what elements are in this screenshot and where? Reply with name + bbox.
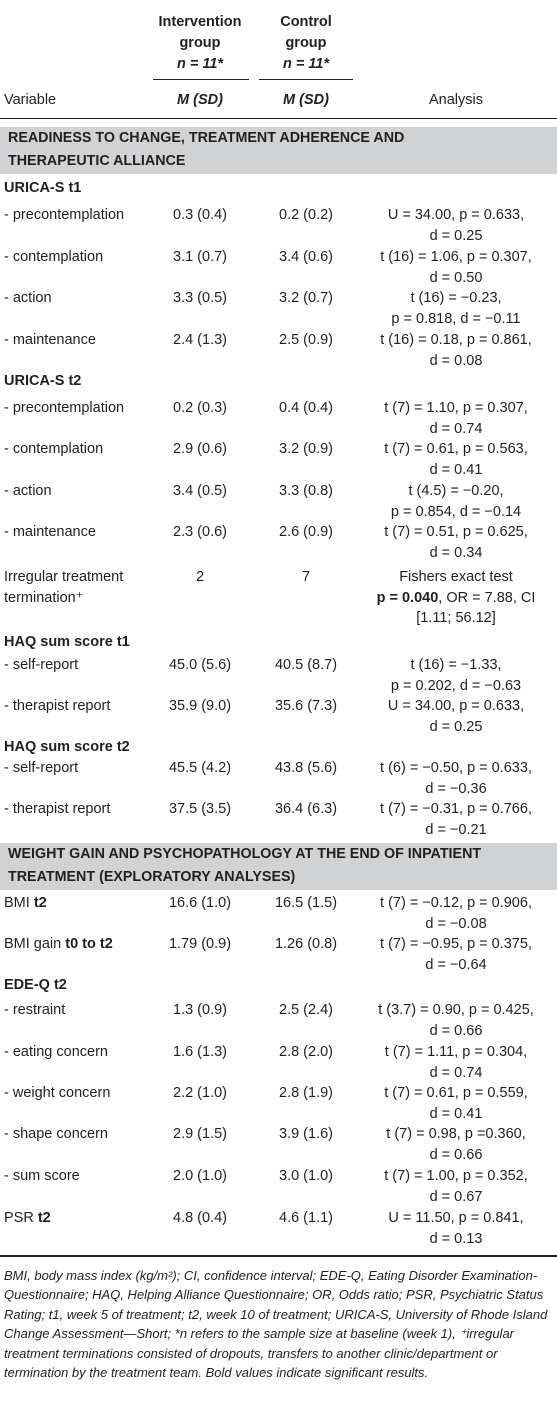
row-analysis bbox=[356, 696, 556, 737]
row-control: 43.8 (5.6) bbox=[274, 760, 338, 776]
analysis-line: U = 11.50, p = 0.841, bbox=[388, 1210, 524, 1226]
row-variable: - maintenance bbox=[4, 524, 96, 540]
variable-line: Irregular treatment bbox=[4, 569, 124, 585]
row-analysis bbox=[356, 398, 556, 439]
row-analysis bbox=[356, 1000, 556, 1041]
analysis-line: t (6) = −0.50, p = 0.633, bbox=[380, 760, 532, 776]
analysis-line: t (7) = −0.95, p = 0.375, bbox=[380, 936, 532, 952]
row-control: 3.0 (1.0) bbox=[279, 1168, 333, 1184]
analysis-line: d = 0.50 bbox=[429, 269, 483, 286]
row-control: 3.2 (0.9) bbox=[279, 441, 333, 457]
analysis-line bbox=[356, 588, 556, 609]
row-variable: - contemplation bbox=[4, 249, 104, 265]
analysis-line: d = 0.67 bbox=[429, 1188, 483, 1205]
variable-time: t2 bbox=[37, 1210, 51, 1226]
analysis-line: p = 0.202, d = −0.63 bbox=[390, 677, 522, 694]
intervention-n: n = 11* bbox=[176, 56, 224, 72]
row-variable: - therapist report bbox=[4, 801, 111, 817]
analysis-line: t (7) = 0.61, p = 0.563, bbox=[384, 441, 528, 457]
row-analysis bbox=[356, 439, 556, 480]
row-control: 3.3 (0.8) bbox=[279, 483, 333, 499]
analysis-rest: , OR = 7.88, CI bbox=[438, 589, 536, 606]
row-control: 16.5 (1.5) bbox=[274, 895, 338, 911]
row-analysis bbox=[356, 934, 556, 975]
variable-time: t2 bbox=[33, 895, 47, 911]
intervention-header bbox=[150, 12, 250, 75]
row-analysis bbox=[356, 1208, 556, 1249]
analysis-line: d = 0.41 bbox=[429, 461, 483, 478]
row-intervention: 0.2 (0.3) bbox=[173, 400, 227, 416]
row-intervention: 3.3 (0.5) bbox=[173, 290, 227, 306]
group-label: URICA-S t2 bbox=[4, 373, 82, 389]
row-control: 2.8 (1.9) bbox=[279, 1085, 333, 1101]
variable-text: PSR bbox=[4, 1210, 38, 1226]
row-intervention: 0.3 (0.4) bbox=[173, 207, 227, 223]
row-intervention: 35.9 (9.0) bbox=[168, 698, 232, 714]
row-control: 35.6 (7.3) bbox=[274, 698, 338, 714]
intervention-underline bbox=[153, 79, 249, 80]
row-variable: - sum score bbox=[4, 1168, 80, 1184]
row-control: 3.2 (0.7) bbox=[279, 290, 333, 306]
table-bottom-rule bbox=[0, 1255, 557, 1257]
row-variable: - weight concern bbox=[4, 1085, 111, 1101]
section-readiness-line2: THERAPEUTIC ALLIANCE bbox=[8, 152, 186, 169]
row-intervention: 1.6 (1.3) bbox=[173, 1044, 227, 1060]
row-variable bbox=[4, 1208, 162, 1229]
section-weight-gain bbox=[0, 843, 557, 890]
row-analysis bbox=[356, 205, 556, 246]
row-variable bbox=[4, 567, 162, 608]
variable-text: BMI bbox=[4, 895, 34, 911]
analysis-line: t (16) = −1.33, bbox=[410, 657, 502, 673]
row-variable: - action bbox=[4, 290, 52, 306]
row-control: 2.5 (0.9) bbox=[279, 332, 333, 348]
row-control: 7 bbox=[301, 569, 311, 585]
analysis-line: p = 0.854, d = −0.14 bbox=[390, 503, 522, 520]
table-footnote: BMI, body mass index (kg/m²); CI, confidence interval; EDE-Q, Eating Disorder Examination-Questionnaire; HAQ, Helping Alliance Questionnaire; OR, Odds ratio; PSR, Psychiatric Status Rating; t1, week 5 of treatment; t2, week 10 of treatment; URICA-S, University of Rhode Island Change Assessment—Short; *n refers to the sample size at baseline (week 1), ⁺irregular treatment terminations consisted of dropouts, transfers to another clinic/department or termination by the treatment team. Bold values indicate significant results. bbox=[4, 1268, 548, 1381]
control-n: n = 11* bbox=[282, 56, 330, 72]
row-variable: - action bbox=[4, 483, 52, 499]
section-readiness-line1: READINESS TO CHANGE, TREATMENT ADHERENCE AND bbox=[8, 130, 405, 146]
row-analysis bbox=[356, 288, 556, 329]
section-weight-gain-line2: TREATMENT (EXPLORATORY ANALYSES) bbox=[8, 868, 296, 885]
row-variable: - maintenance bbox=[4, 332, 96, 348]
analysis-line: d = 0.74 bbox=[429, 1064, 483, 1081]
row-intervention: 2.2 (1.0) bbox=[173, 1085, 227, 1101]
row-intervention: 1.3 (0.9) bbox=[173, 1002, 227, 1018]
group-label: EDE-Q t2 bbox=[4, 977, 67, 993]
variable-time: t0 to t2 bbox=[65, 936, 113, 952]
row-analysis bbox=[356, 799, 556, 840]
row-variable bbox=[4, 934, 162, 955]
control-header bbox=[256, 12, 356, 75]
row-variable: - contemplation bbox=[4, 441, 104, 457]
header-rule bbox=[0, 118, 557, 119]
analysis-line: p = 0.818, d = −0.11 bbox=[391, 310, 521, 327]
row-intervention: 3.4 (0.5) bbox=[173, 483, 227, 499]
row-intervention: 16.6 (1.0) bbox=[168, 895, 232, 911]
row-intervention: 2.9 (1.5) bbox=[173, 1126, 227, 1142]
row-intervention: 2.4 (1.3) bbox=[173, 332, 227, 348]
analysis-line: t (16) = 1.06, p = 0.307, bbox=[380, 249, 532, 265]
row-analysis bbox=[356, 758, 556, 799]
row-variable bbox=[4, 893, 162, 914]
analysis-line: U = 34.00, p = 0.633, bbox=[387, 698, 525, 714]
analysis-line: Fishers exact test bbox=[399, 569, 513, 585]
variable-header: Variable bbox=[4, 92, 57, 108]
significant-p-value: p = 0.040 bbox=[376, 589, 439, 606]
analysis-header: Analysis bbox=[429, 92, 483, 108]
group-label: HAQ sum score t2 bbox=[4, 739, 130, 755]
analysis-line: d = 0.13 bbox=[429, 1230, 483, 1247]
intervention-line1: Intervention bbox=[158, 14, 242, 30]
analysis-line: d = 0.66 bbox=[429, 1146, 483, 1163]
analysis-line: t (7) = 1.00, p = 0.352, bbox=[384, 1168, 528, 1184]
analysis-line: t (7) = 1.10, p = 0.307, bbox=[384, 400, 528, 416]
row-control: 3.9 (1.6) bbox=[279, 1126, 333, 1142]
row-variable: - eating concern bbox=[4, 1044, 108, 1060]
row-analysis bbox=[356, 247, 556, 288]
variable-text: BMI gain bbox=[4, 936, 66, 952]
analysis-line: d = 0.74 bbox=[429, 420, 483, 437]
analysis-line: [1.11; 56.12] bbox=[416, 610, 496, 626]
row-intervention: 2.9 (0.6) bbox=[173, 441, 227, 457]
group-label: HAQ sum score t1 bbox=[4, 634, 130, 650]
row-control: 36.4 (6.3) bbox=[274, 801, 338, 817]
row-variable: - self-report bbox=[4, 760, 79, 776]
row-control: 1.26 (0.8) bbox=[274, 936, 338, 952]
row-variable: - self-report bbox=[4, 657, 79, 673]
msd-header-intervention: M (SD) bbox=[177, 92, 223, 108]
row-analysis bbox=[356, 655, 556, 696]
row-control: 3.4 (0.6) bbox=[279, 249, 333, 265]
row-control: 0.4 (0.4) bbox=[279, 400, 333, 416]
row-analysis bbox=[356, 1124, 556, 1165]
row-intervention: 1.79 (0.9) bbox=[168, 936, 232, 952]
analysis-line: t (3.7) = 0.90, p = 0.425, bbox=[378, 1002, 534, 1018]
group-label: URICA-S t1 bbox=[4, 180, 82, 196]
row-analysis bbox=[356, 481, 556, 522]
row-intervention: 45.0 (5.6) bbox=[168, 657, 232, 673]
row-intervention: 45.5 (4.2) bbox=[168, 760, 232, 776]
row-analysis bbox=[356, 522, 556, 563]
row-control: 2.6 (0.9) bbox=[279, 524, 333, 540]
analysis-line: d = −0.36 bbox=[425, 780, 487, 797]
row-variable: - therapist report bbox=[4, 698, 111, 714]
analysis-line: t (7) = 0.98, p =0.360, bbox=[386, 1126, 526, 1142]
analysis-line: d = 0.25 bbox=[429, 718, 483, 735]
analysis-line: t (16) = 0.18, p = 0.861, bbox=[380, 332, 532, 348]
analysis-line: d = 0.34 bbox=[429, 544, 483, 561]
row-control: 2.5 (2.4) bbox=[279, 1002, 333, 1018]
row-intervention: 2.3 (0.6) bbox=[173, 524, 227, 540]
analysis-line: d = 0.08 bbox=[429, 352, 483, 369]
row-variable: - restraint bbox=[4, 1002, 66, 1018]
analysis-line: d = 0.41 bbox=[429, 1105, 483, 1122]
analysis-line: t (7) = −0.31, p = 0.766, bbox=[380, 801, 532, 817]
row-intervention: 37.5 (3.5) bbox=[168, 801, 232, 817]
row-intervention: 2.0 (1.0) bbox=[173, 1168, 227, 1184]
row-variable: - shape concern bbox=[4, 1126, 108, 1142]
row-control: 2.8 (2.0) bbox=[279, 1044, 333, 1060]
analysis-line: t (7) = 0.61, p = 0.559, bbox=[384, 1085, 528, 1101]
analysis-line: d = 0.25 bbox=[429, 227, 483, 244]
analysis-line: t (4.5) = −0.20, bbox=[408, 483, 504, 499]
variable-line: termination⁺ bbox=[4, 589, 84, 606]
analysis-line: U = 34.00, p = 0.633, bbox=[387, 207, 525, 223]
intervention-line2: group bbox=[179, 35, 221, 51]
row-analysis bbox=[356, 567, 556, 629]
row-intervention: 2 bbox=[195, 569, 205, 585]
analysis-line: d = −0.21 bbox=[425, 821, 487, 838]
row-control: 0.2 (0.2) bbox=[279, 207, 333, 223]
row-intervention: 4.8 (0.4) bbox=[173, 1210, 227, 1226]
section-readiness bbox=[0, 127, 557, 174]
row-analysis bbox=[356, 1166, 556, 1207]
row-variable: - precontemplation bbox=[4, 207, 125, 223]
row-variable: - precontemplation bbox=[4, 400, 125, 416]
msd-header-control: M (SD) bbox=[283, 92, 329, 108]
row-control: 40.5 (8.7) bbox=[274, 657, 338, 673]
analysis-line: t (16) = −0.23, bbox=[410, 290, 502, 306]
control-line2: group bbox=[285, 35, 327, 51]
analysis-line: t (7) = 0.51, p = 0.625, bbox=[384, 524, 528, 540]
analysis-line: d = −0.08 bbox=[425, 915, 487, 932]
row-analysis bbox=[356, 1083, 556, 1124]
analysis-line: d = 0.66 bbox=[429, 1022, 483, 1039]
section-weight-gain-line1: WEIGHT GAIN AND PSYCHOPATHOLOGY AT THE END OF INPATIENT bbox=[8, 846, 482, 862]
analysis-line: t (7) = 1.11, p = 0.304, bbox=[384, 1044, 528, 1060]
row-control: 4.6 (1.1) bbox=[279, 1210, 333, 1226]
control-underline bbox=[259, 79, 353, 80]
row-analysis bbox=[356, 330, 556, 371]
analysis-line: d = −0.64 bbox=[425, 956, 487, 973]
analysis-line: t (7) = −0.12, p = 0.906, bbox=[380, 895, 532, 911]
row-analysis bbox=[356, 893, 556, 934]
row-analysis bbox=[356, 1042, 556, 1083]
row-intervention: 3.1 (0.7) bbox=[173, 249, 227, 265]
control-line1: Control bbox=[280, 14, 332, 30]
